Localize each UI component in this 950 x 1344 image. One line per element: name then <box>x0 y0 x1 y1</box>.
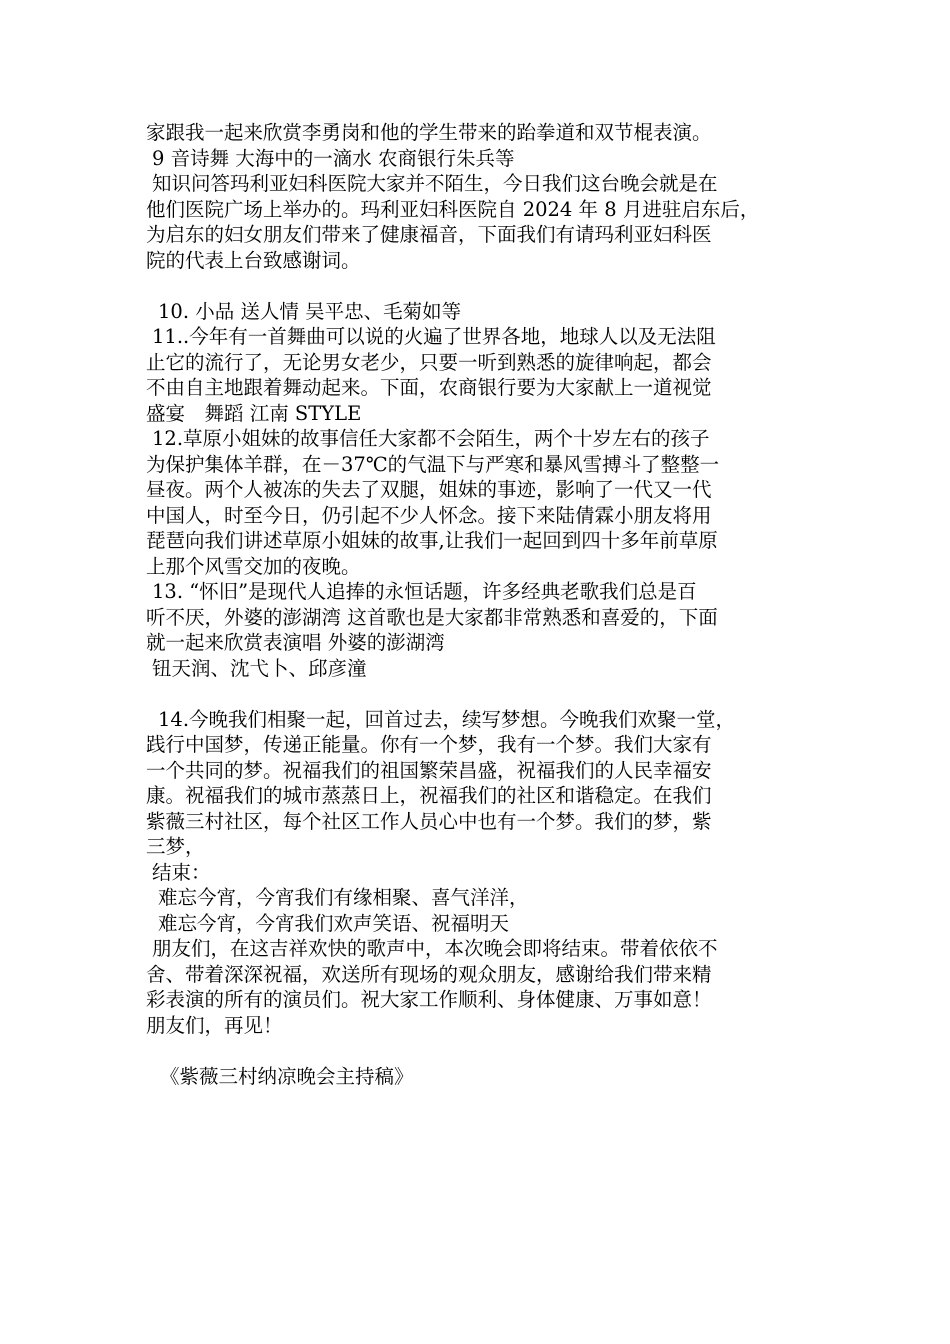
text-line: 践行中国梦，传递正能量。你有一个梦，我有一个梦。我们大家有 <box>146 733 712 756</box>
text-line: 上那个风雪交加的夜晚。 <box>146 554 361 578</box>
blank-line <box>146 1038 814 1064</box>
text-line: 他们医院广场上举办的。玛利亚妇科医院自 2024 年 8 月进驻启东后， <box>146 197 760 221</box>
document-page <box>146 120 814 1089</box>
text-line: 紫薇三村社区，每个社区工作人员心中也有一个梦。我们的梦，紫 <box>146 809 712 833</box>
text-line: 中国人，时至今日，仍引起不少人怀念。接下来陆倩霖小朋友将用 <box>146 503 712 527</box>
text-line: 琵琶向我们讲述草原小姐妹的故事,让我们一起回到四十多年前草原 <box>146 529 718 552</box>
text-line: 院的代表上台致感谢词。 <box>146 248 361 272</box>
text-line: 昼夜。两个人被冻的失去了双腿，姐妹的事迹，影响了一代又一代 <box>146 478 712 501</box>
text-line: 12.草原小姐妹的故事信任大家都不会陌生，两个十岁左右的孩子 <box>152 427 710 450</box>
document-title-line: 《紫薇三村纳凉晚会主持稿》 <box>160 1064 414 1088</box>
text-line: 10. 小品 送人情 吴平忠、毛菊如等 <box>158 299 462 323</box>
text-line: 朋友们，在这吉祥欢快的歌声中，本次晚会即将结束。带着依依不 <box>152 937 718 960</box>
text-line: 为保护集体羊群，在－37℃的气温下与严寒和暴风雪搏斗了整整一 <box>146 452 720 476</box>
text-line: 家跟我一起来欣赏李勇岗和他的学生带来的跆拳道和双节棍表演。 <box>146 121 712 144</box>
text-line: 9 音诗舞 大海中的一滴水 农商银行朱兵等 <box>152 146 515 170</box>
text-line: 舍、带着深深祝福，欢送所有现场的观众朋友，感谢给我们带来精 <box>146 962 712 986</box>
text-line: 盛宴 舞蹈 江南 STYLE <box>146 401 362 425</box>
text-line: 不由自主地跟着舞动起来。下面，农商银行要为大家献上一道视觉 <box>146 376 712 399</box>
text-line: 14.今晚我们相聚一起，回首过去，续写梦想。今晚我们欢聚一堂， <box>158 707 736 731</box>
text-line: 康。祝福我们的城市蒸蒸日上，祝福我们的社区和谐稳定。在我们 <box>146 784 712 807</box>
text-line: 钮天润、沈弋卜、邱彦潼 <box>152 656 367 680</box>
text-line: 三梦， <box>146 835 205 858</box>
blank-line <box>146 681 814 707</box>
text-line: 知识问答玛利亚妇科医院大家并不陌生，今日我们这台晚会就是在 <box>152 172 718 195</box>
text-line: 止它的流行了，无论男女老少，只要一听到熟悉的旋律响起，都会 <box>146 350 712 374</box>
text-line: 难忘今宵，今宵我们欢声笑语、祝福明天 <box>158 911 510 935</box>
text-line: 结束： <box>152 860 211 884</box>
text-line: 难忘今宵，今宵我们有缘相聚、喜气洋洋， <box>158 886 529 909</box>
text-line: 彩表演的所有的演员们。祝大家工作顺利、身体健康、万事如意！ <box>146 988 712 1011</box>
text-line: 一个共同的梦。祝福我们的祖国繁荣昌盛，祝福我们的人民幸福安 <box>146 758 712 782</box>
text-line: 听不厌，外婆的澎湖湾 这首歌也是大家都非常熟悉和喜爱的，下面 <box>146 605 718 629</box>
text-line: 11..今年有一首舞曲可以说的火遍了世界各地，地球人以及无法阻 <box>152 325 716 348</box>
text-line: 为启东的妇女朋友们带来了健康福音，下面我们有请玛利亚妇科医 <box>146 223 712 246</box>
blank-line <box>146 273 814 299</box>
text-line: 朋友们，再见！ <box>146 1013 283 1037</box>
text-line: 就一起来欣赏表演唱 外婆的澎湖湾 <box>146 631 445 654</box>
text-line: 13. “怀旧”是现代人追捧的永恒话题，许多经典老歌我们总是百 <box>152 580 697 603</box>
